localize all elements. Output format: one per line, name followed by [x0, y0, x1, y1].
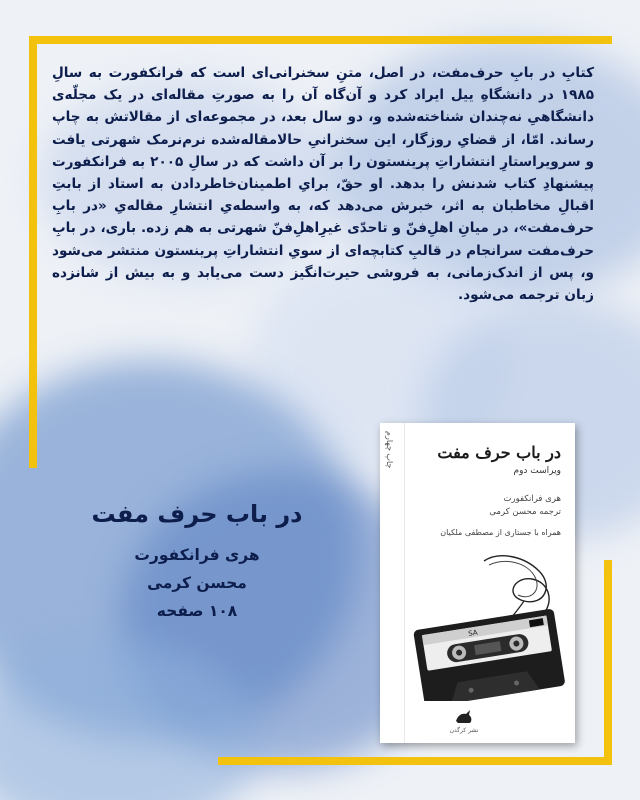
cover-edition: ویراست دوم: [513, 466, 561, 476]
frame-top-bar: [29, 36, 612, 44]
frame-right-bar: [604, 560, 612, 765]
book-info: [72, 500, 322, 630]
cassette-label: SA: [467, 628, 479, 638]
book-pages: ۱۰۸ صفحه: [156, 602, 238, 620]
frame-bottom-bar: [218, 757, 612, 765]
book-description: کتابِ در بابِ حرف‌مفت، در اصل، متنِ سخنرانی‌ای است که فرانکفورت به سالِ ۱۹۸۵ در دانشگاهِ ییل ایراد کرد و آن‌گاه آن را به صورتِ مقاله‌ای در یک مجلّه‌ی دانشگاهیِ نه‌چندان شناخته‌شده و، دو سال بعد، در مجموعه‌ای از مقالاتش به چاپ رساند. امّا، از قضایِ روزگار، این سخنرانیِ حالامقاله‌شده نرم‌نرمک شهرتی یافت و سرویراستارِ انتشاراتِ پرینستون را بر آن داشت که در سالِ ۲۰۰۵ به فرانکفورت پیشنهادِ کتاب شدنش را بدهد. او حقّ، برایِ اطمینان‌خاطردادن به استاد از بابتِ اقبالِ مخاطبان به اثر، خبرش می‌دهد که، به واسطه‌یِ انتشارِ مقاله‌یِ «در بابِ حرف‌مفت»، در میانِ اهلِ‌فنّ و تاحدّی غیرِاهلِ‌فنّ شهرتی به هم زده. باری، در بابِ حرف‌مفت سرانجام در قالبِ کتابچه‌ای از سویِ انتشاراتِ پرینستون منتشر می‌شود و، پس از اندک‌زمانی، به فروشی حیرت‌انگیز دست می‌یابد و به بیش از شانزده زبان ترجمه می‌شود.: [52, 65, 594, 304]
cover-spine-strip: [380, 423, 405, 743]
cover-spine-tag: چاپ چهارم: [385, 431, 394, 469]
frame-left-bar: [29, 36, 37, 468]
book-translator: محسن کرمی: [147, 574, 247, 592]
cover-author: هری فرانکفورت: [503, 494, 561, 504]
book-cover: [380, 423, 575, 743]
book-author: هری فرانکفورت: [134, 546, 260, 564]
book-title: در باب حرف مفت: [91, 500, 303, 528]
cover-essay-note: همراه با جستاری از مصطفی ملکیان: [440, 528, 561, 537]
cover-title: در باب حرف مفت: [437, 443, 561, 462]
rhino-logo-icon: [454, 709, 474, 725]
cover-translator: ترجمه محسن کرمی: [489, 507, 561, 517]
publisher-name: نشر کرگدن: [449, 727, 479, 734]
cassette-tape-icon: [404, 551, 574, 701]
